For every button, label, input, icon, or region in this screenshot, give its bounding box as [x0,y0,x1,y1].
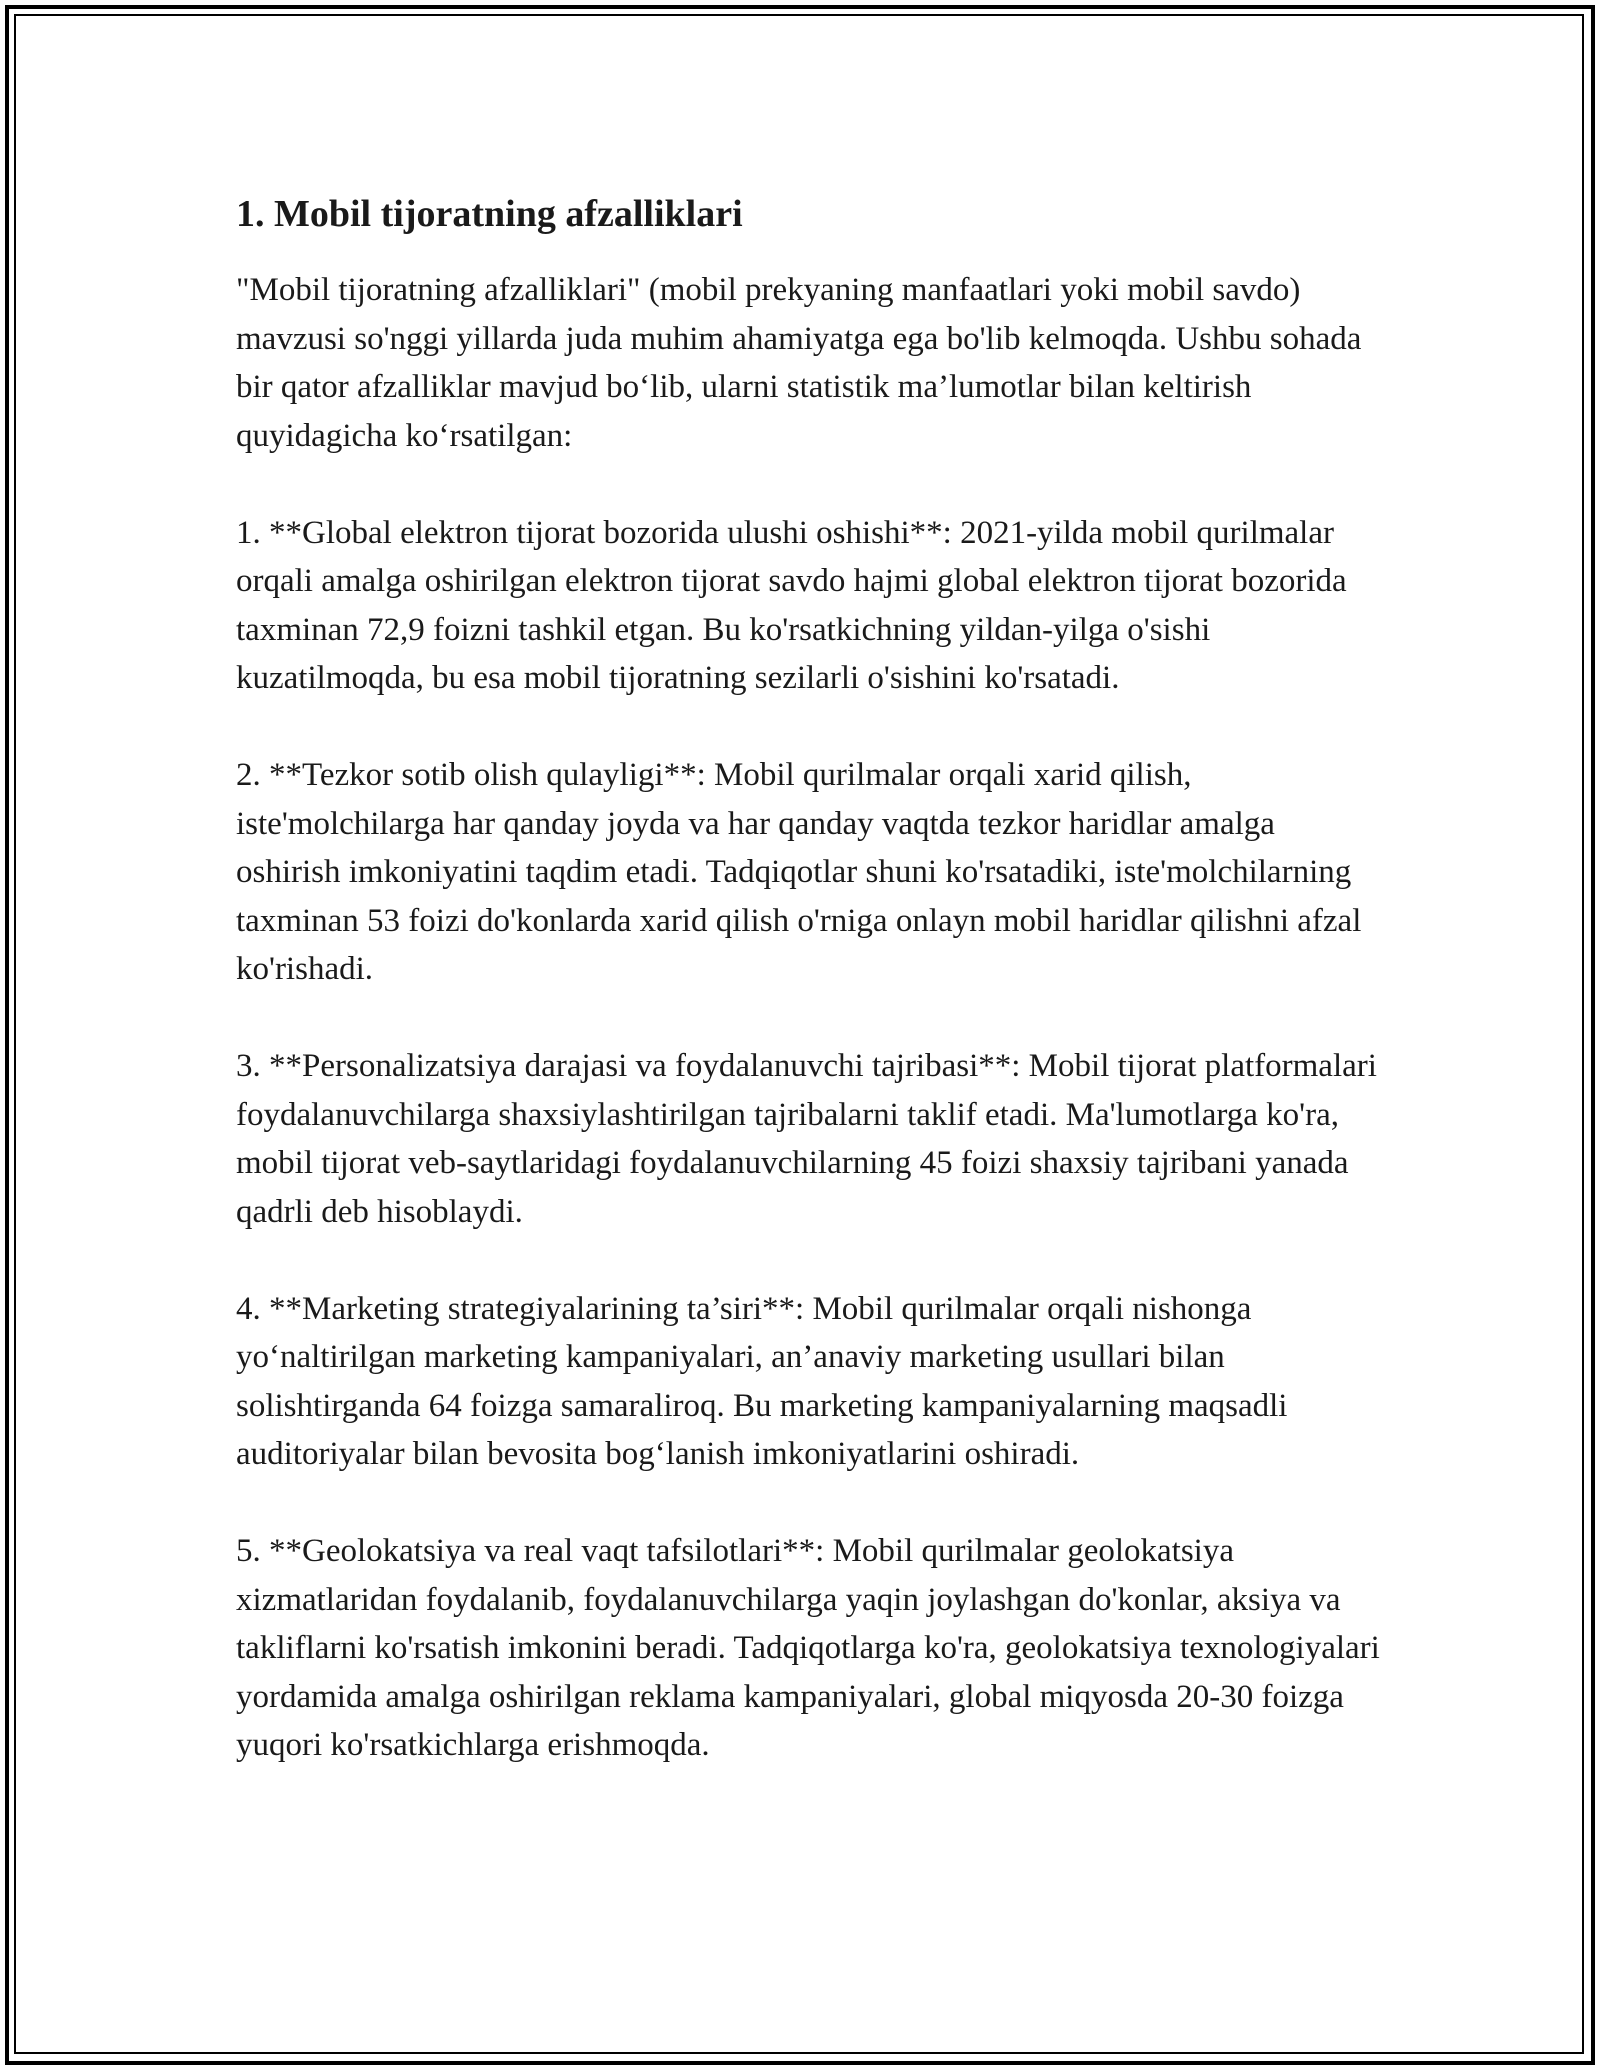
document-title: 1. Mobil tijoratning afzalliklari [236,193,743,235]
intro-paragraph: "Mobil tijoratning afzalliklari" (mobil prekyaning manfaatlari yoki mobil savdo) mavzusi so'nggi yillarda juda muhim ahamiyatga ega bo'lib kelmoqda. Ushbu sohada bir qator afzalliklar mavjud bo‘lib, ularni statistik ma’lumotlar bilan keltirish quyidagicha ko‘rsatilgan: [236,272,1362,454]
list-item: 4. **Marketing strategiyalarining ta’siri**: Mobil qurilmalar orqali nishonga yo‘naltirilgan marketing kampaniyalari, an’anaviy marketing usullari bilan solishtirganda 64 foizga samaraliroq. Bu marketing kampaniyalarning maqsadli auditoriyalar bilan bevosita bog‘lanish imkoniyatlarini oshiradi. [236,1290,1288,1472]
document-body [236,188,1386,1818]
list-item: 3. **Personalizatsiya darajasi va foydalanuvchi tajribasi**: Mobil tijorat platformalari foydalanuvchilarga shaxsiylashtirilgan tajribalarni taklif etadi. Ma'lumotlarga ko'ra, mobil tijorat veb-saytlaridagi foydalanuvchilarning 45 foizi shaxsiy tajribani yanada qadrli deb hisoblaydi. [236,1048,1377,1230]
list-item: 5. **Geolokatsiya va real vaqt tafsilotlari**: Mobil qurilmalar geolokatsiya xizmatlaridan foydalanib, foydalanuvchilarga yaqin joylashgan do'konlar, aksiya va takliflarni ko'rsatish imkonini beradi. Tadqiqotlarga ko'ra, geolokatsiya texnologiyalari yordamida amalga oshirilgan reklama kampaniyalari, global miqyosda 20-30 foizga yuqori ko'rsatkichlarga erishmoqda. [236,1533,1380,1763]
list-item: 1. **Global elektron tijorat bozorida ulushi oshishi**: 2021-yilda mobil qurilmalar orqali amalga oshirilgan elektron tijorat savdo hajmi global elektron tijorat bozorida taxminan 72,9 foizni tashkil etgan. Bu ko'rsatkichning yildan-yilga o'sishi kuzatilmoqda, bu esa mobil tijoratning sezilarli o'sishini ko'rsatadi. [236,514,1347,696]
list-item: 2. **Tezkor sotib olish qulayligi**: Mobil qurilmalar orqali xarid qilish, iste'molchilarga har qanday joyda va har qanday vaqtda tezkor haridlar amalga oshirish imkoniyatini taqdim etadi. Tadqiqotlar shuni ko'rsatadiki, iste'molchilarning taxminan 53 foizi do'konlarda xarid qilish o'rniga onlayn mobil haridlar qilishni afzal ko'rishadi. [236,757,1362,987]
